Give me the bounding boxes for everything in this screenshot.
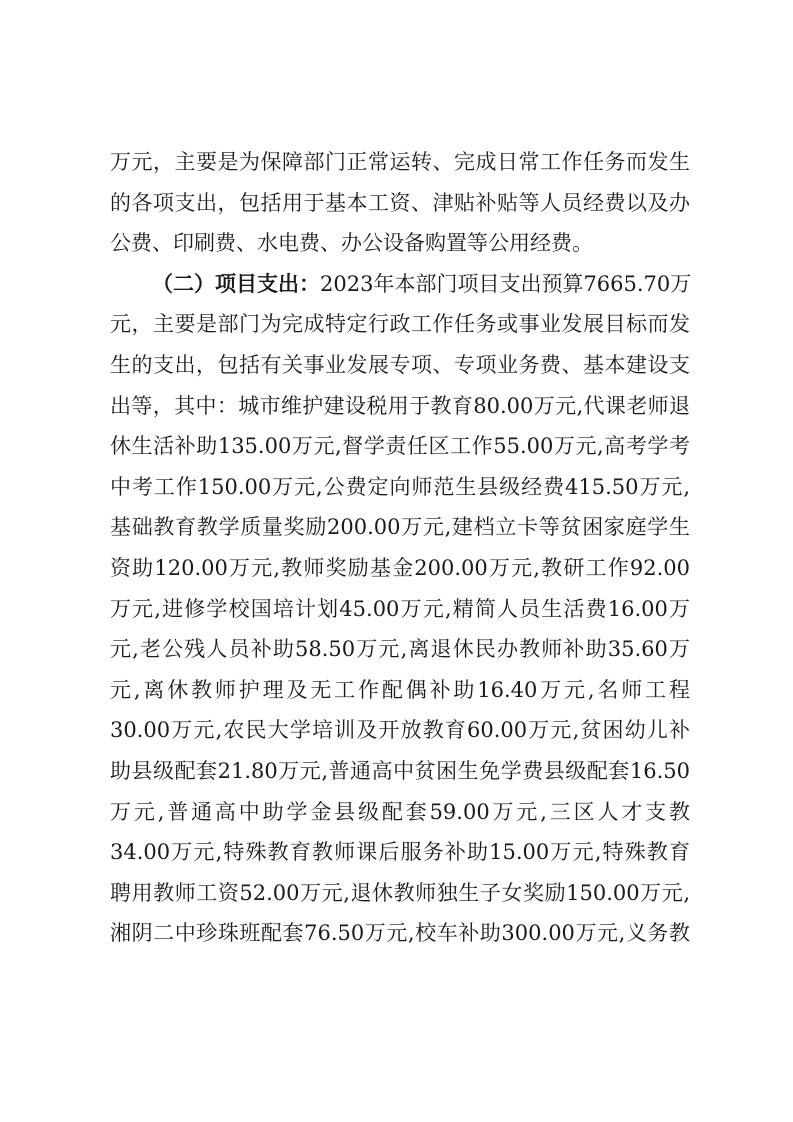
- text-line: 元，主要是部门为完成特定行政工作任务或事业发展目标而发: [110, 312, 690, 337]
- body-text: [110, 142, 690, 954]
- text-line: 公费、印刷费、水电费、办公设备购置等公用经费。: [110, 231, 593, 256]
- text-line: 出等，其中：城市维护建设税用于教育80.00万元,代课老师退: [110, 393, 690, 418]
- text-line: 元,老公残人员补助58.50万元,离退休民办教师补助35.60万: [110, 637, 690, 662]
- section-heading: （二）项目支出：: [152, 270, 320, 296]
- text-line: 休生活补助135.00万元,督学责任区工作55.00万元,高考学考: [110, 434, 690, 459]
- text-line: 助县级配套21.80万元,普通高中贫困生免学费县级配套16.50: [110, 758, 690, 783]
- text-line: 的各项支出，包括用于基本工资、津贴补贴等人员经费以及办: [110, 190, 690, 215]
- text-line: 资助120.00万元,教师奖励基金200.00万元,教研工作92.00: [110, 555, 690, 580]
- text-line: 生的支出，包括有关事业发展专项、专项业务费、基本建设支: [110, 352, 690, 377]
- text-line: 中考工作150.00万元,公费定向师范生县级经费415.50万元,: [110, 474, 690, 499]
- text-line: 30.00万元,农民大学培训及开放教育60.00万元,贫困幼儿补: [110, 718, 690, 743]
- text-line: 湘阴二中珍珠班配套76.50万元,校车补助300.00万元,义务教: [110, 921, 690, 946]
- text-line: 万元,普通高中助学金县级配套59.00万元,三区人才支教: [110, 799, 690, 824]
- text-line: 万元,进修学校国培计划45.00万元,精简人员生活费16.00万: [110, 596, 690, 621]
- text-line: 聘用教师工资52.00万元,退休教师独生子女奖励150.00万元,: [110, 880, 690, 905]
- text-line: 万元，主要是为保障部门正常运转、完成日常工作任务而发生: [110, 150, 690, 174]
- text-line: 基础教育教学质量奖励200.00万元,建档立卡等贫困家庭学生: [110, 515, 690, 540]
- paragraph-first-line: [110, 264, 690, 305]
- text-line: 元,离休教师护理及无工作配偶补助16.40万元,名师工程: [110, 677, 690, 702]
- text-line-rest: 2023年本部门项目支出预算7665.70万: [320, 271, 692, 296]
- text-line: 34.00万元,特殊教育教师课后服务补助15.00万元,特殊教育: [110, 840, 690, 865]
